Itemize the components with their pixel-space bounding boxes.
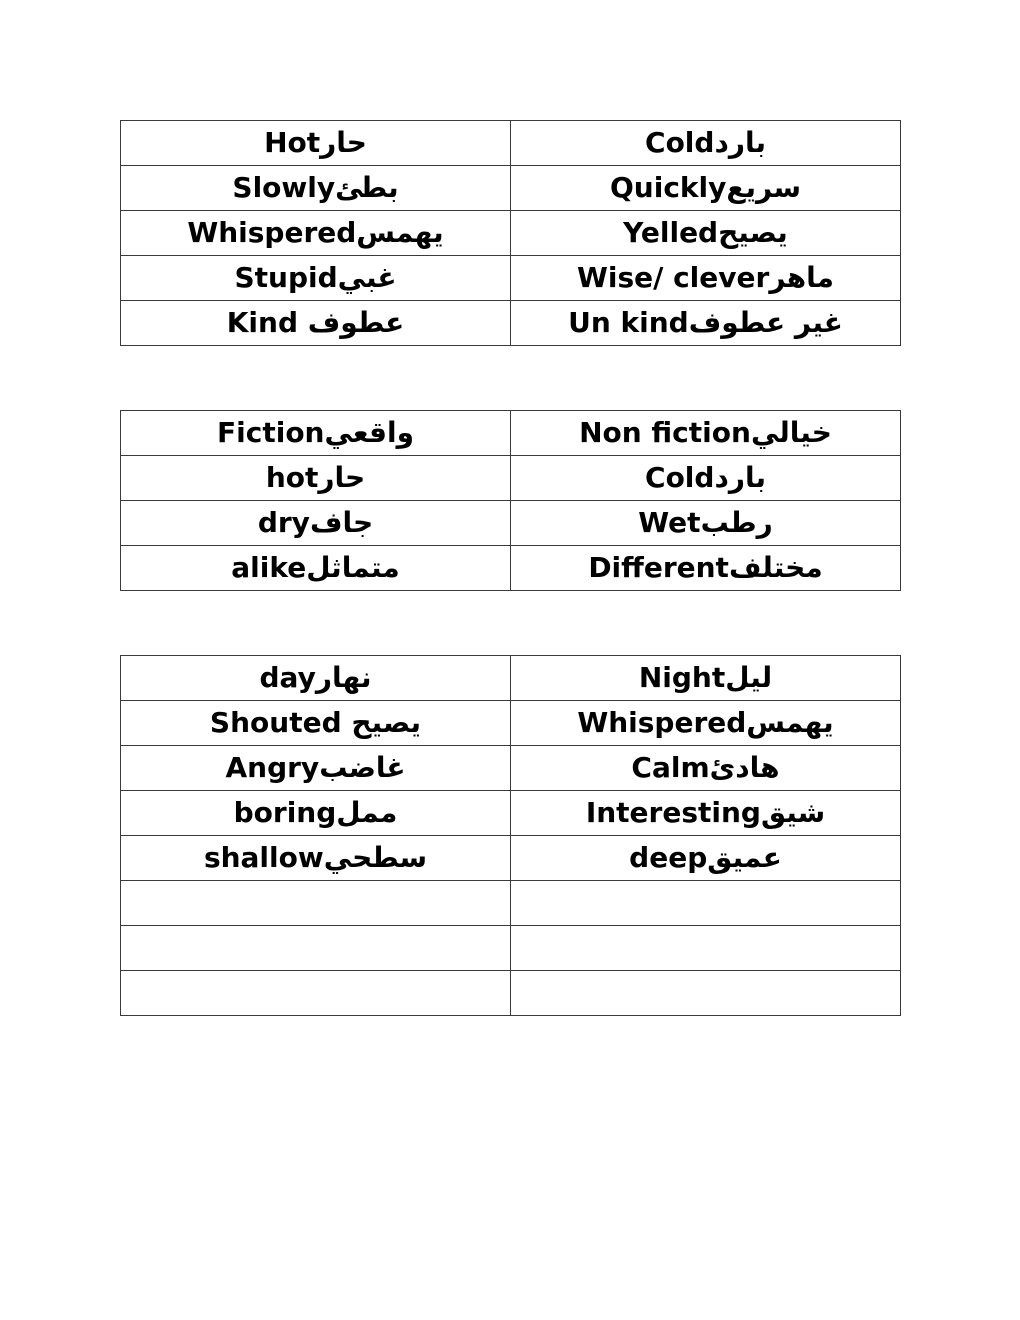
table-row	[121, 411, 901, 456]
word-cell: boringممل	[121, 791, 511, 836]
opposite-word-cell: Calmهادئ	[511, 746, 901, 791]
opposite-word-cell: Non fictionخيالي	[511, 411, 901, 456]
table-row	[121, 701, 901, 746]
empty-cell	[511, 971, 901, 1016]
table-row	[121, 836, 901, 881]
opposite-word-cell: Coldبارد	[511, 121, 901, 166]
empty-cell	[511, 881, 901, 926]
word-cell: dryجاف	[121, 501, 511, 546]
table-row	[121, 546, 901, 591]
table-row	[121, 656, 901, 701]
table-row	[121, 791, 901, 836]
opposite-word-cell: Coldبارد	[511, 456, 901, 501]
word-cell: alikeمتماثل	[121, 546, 511, 591]
antonyms-table-2	[120, 410, 901, 591]
opposite-word-cell: Un kindغير عطوف	[511, 301, 901, 346]
table-row	[121, 501, 901, 546]
antonyms-table-3	[120, 655, 901, 1016]
word-cell: Angryغاضب	[121, 746, 511, 791]
table-row	[121, 746, 901, 791]
opposite-word-cell: Interestingشيق	[511, 791, 901, 836]
table-row	[121, 121, 901, 166]
opposite-word-cell: Whisperedيهمس	[511, 701, 901, 746]
opposite-word-cell: Wise/ cleverماهر	[511, 256, 901, 301]
word-cell: Stupidغبي	[121, 256, 511, 301]
word-cell: shallowسطحي	[121, 836, 511, 881]
empty-cell	[121, 881, 511, 926]
opposite-word-cell: Wetرطب	[511, 501, 901, 546]
word-cell: dayنهار	[121, 656, 511, 701]
opposite-word-cell: Differentمختلف	[511, 546, 901, 591]
empty-cell	[511, 926, 901, 971]
empty-table-row	[121, 971, 901, 1016]
word-cell: Hotحار	[121, 121, 511, 166]
opposite-word-cell: deepعميق	[511, 836, 901, 881]
word-cell: Kind عطوف	[121, 301, 511, 346]
opposite-word-cell: Yelledيصيح	[511, 211, 901, 256]
word-cell: Slowlyبطئ	[121, 166, 511, 211]
opposite-word-cell: Nightليل	[511, 656, 901, 701]
word-cell: Fictionواقعي	[121, 411, 511, 456]
table-row	[121, 301, 901, 346]
opposite-word-cell: Quicklyسريع	[511, 166, 901, 211]
empty-cell	[121, 926, 511, 971]
empty-table-row	[121, 926, 901, 971]
table-row	[121, 211, 901, 256]
table-row	[121, 166, 901, 211]
word-cell: hotحار	[121, 456, 511, 501]
empty-table-row	[121, 881, 901, 926]
table-row	[121, 256, 901, 301]
word-cell: Shouted يصيح	[121, 701, 511, 746]
antonyms-table-1	[120, 120, 901, 346]
table-row	[121, 456, 901, 501]
word-cell: Whisperedيهمس	[121, 211, 511, 256]
empty-cell	[121, 971, 511, 1016]
